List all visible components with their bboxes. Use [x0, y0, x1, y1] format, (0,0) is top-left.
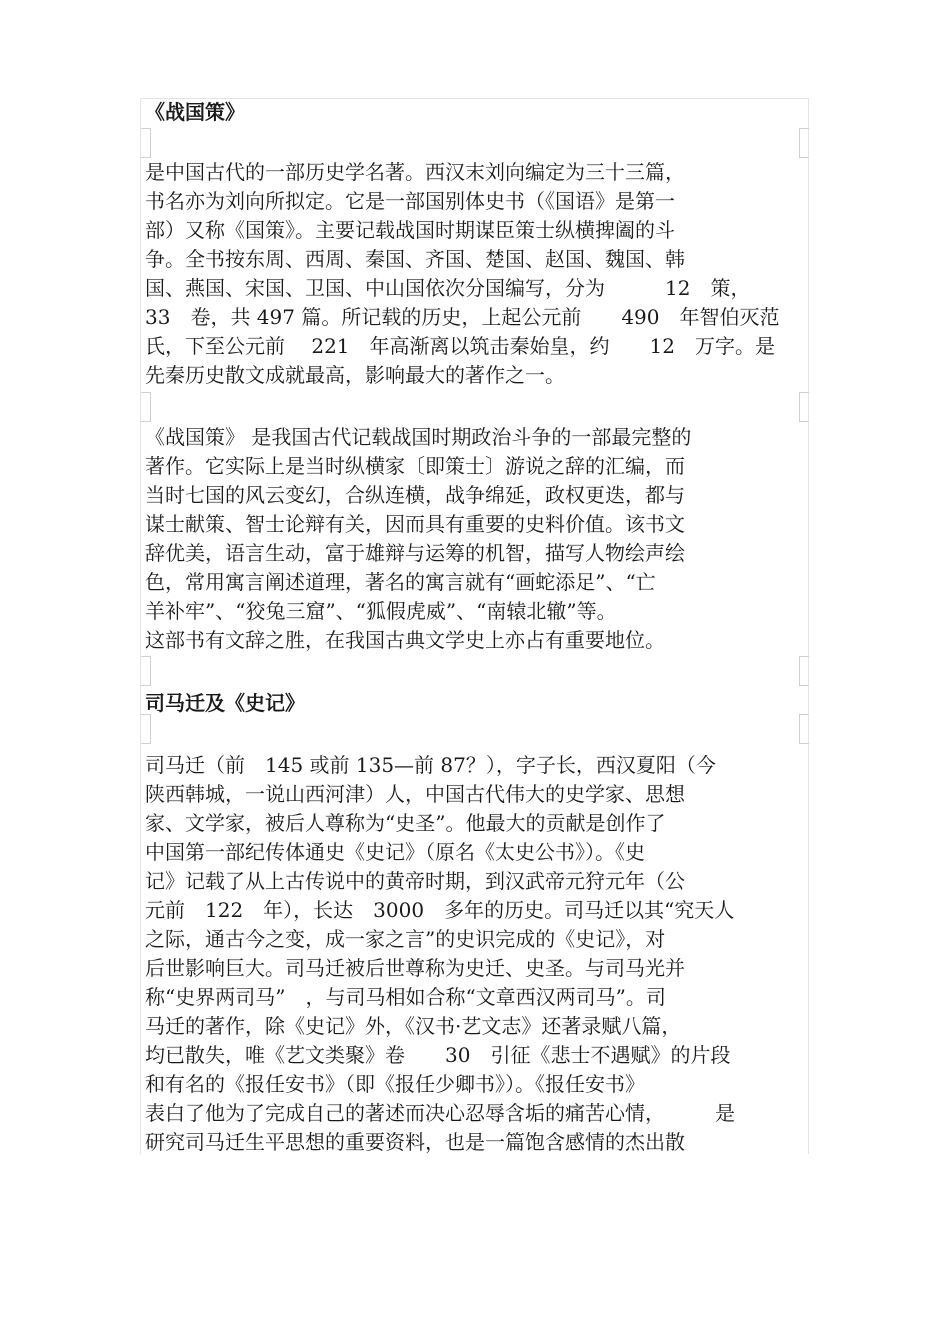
text-line: 书名亦为刘向所拟定。它是一部国别体史书（《国语》是第一 [145, 189, 675, 213]
text-line: 后世影响巨大。司马迁被后世尊称为史迁、史圣。与司马光并 [145, 956, 685, 980]
text-line: 均已散失，唯《艺文类聚》卷 30 引征《悲士不遇赋》的片段 [145, 1043, 731, 1067]
text-line: 中国第一部纪传体通史《史记》（原名《太史公书》）。《史 [145, 840, 645, 864]
text-line: 羊补牢”、“狡兔三窟”、“狐假虎威”、“南辕北辙”等。 [145, 599, 617, 623]
text-line: 记》记载了从上古传说中的黄帝时期，到汉武帝元狩元年（公 [145, 869, 685, 893]
text-line: 家、文学家，被后人尊称为“史圣”。他最大的贡献是创作了 [145, 811, 666, 835]
text-line: 色，常用寓言阐述道理，著名的寓言就有“画蛇添足”、“亡 [145, 570, 656, 594]
text-line: 陕西韩城，一说山西河津）人，中国古代伟大的史学家、思想 [145, 782, 685, 806]
text-line: 称“史界两司马” ，与司马相如合称“文章西汉两司马”。司 [145, 985, 666, 1009]
text-line: 和有名的《报任安书》（即《报任少卿书》）。《报任安书》 [145, 1072, 645, 1096]
document-content [145, 100, 805, 1157]
paragraph-intro [145, 158, 805, 390]
page-frame-right [808, 98, 809, 1154]
text-line: 是中国古代的一部历史学名著。西汉末刘向编定为三十三篇， [145, 160, 685, 184]
text-line: 国、燕国、宋国、卫国、中山国依次分国编写，分为 12 策， [145, 276, 751, 300]
text-line: 表白了他为了完成自己的著述而决心忍辱含垢的痛苦心情， 是 [145, 1101, 735, 1125]
page-frame-top [140, 98, 809, 99]
text-line: 先秦历史散文成就最高，影响最大的著作之一。 [145, 363, 565, 387]
page-frame-left [140, 98, 141, 1154]
text-line: 这部书有文辞之胜，在我国古典文学史上亦占有重要地位。 [145, 628, 665, 652]
paragraph-significance [145, 423, 805, 655]
text-line: 谋士献策、智士论辩有关，因而具有重要的史料价值。该书文 [145, 512, 685, 536]
text-line: 元前 122 年），长达 3000 多年的历史。司马迁以其“究天人 [145, 898, 735, 922]
text-line: 辞优美，语言生动，富于雄辩与运筹的机智，描写人物绘声绘 [145, 541, 685, 565]
text-line: 著作。它实际上是当时纵横家〔即策士〕游说之辞的汇编，而 [145, 454, 685, 478]
text-line: 部）又称《国策》。主要记载战国时期谋臣策士纵横捭阖的斗 [145, 218, 675, 242]
section-title-simaqian: 司马迁及《史记》 [145, 691, 305, 715]
text-line: 当时七国的风云变幻，合纵连横，战争绵延，政权更迭，都与 [145, 483, 685, 507]
text-line: 《战国策》 是我国古代记载战国时期政治斗争的一部最完整的 [145, 425, 692, 449]
text-line: 马迁的著作，除《史记》外，《汉书·艺文志》还著录赋八篇， [145, 1014, 682, 1038]
text-line: 研究司马迁生平思想的重要资料，也是一篇饱含感情的杰出散 [145, 1130, 685, 1154]
text-line: 氏，下至公元前 221 年高渐离以筑击秦始皇，约 12 万字。是 [145, 334, 775, 358]
text-line: 争。全书按东周、西周、秦国、齐国、楚国、赵国、魏国、韩 [145, 247, 685, 271]
paragraph-simaqian [145, 751, 805, 1157]
text-line: 司马迁（前 145 或前 135—前 87？），字子长，西汉夏阳（今 [145, 753, 716, 777]
text-line: 之际，通古今之变，成一家之言”的史识完成的《史记》，对 [145, 927, 666, 951]
text-line: 33 卷，共 497 篇。所记载的历史，上起公元前 490 年智伯灭范 [145, 305, 780, 329]
section-title-zhanguoce: 《战国策》 [145, 100, 245, 124]
